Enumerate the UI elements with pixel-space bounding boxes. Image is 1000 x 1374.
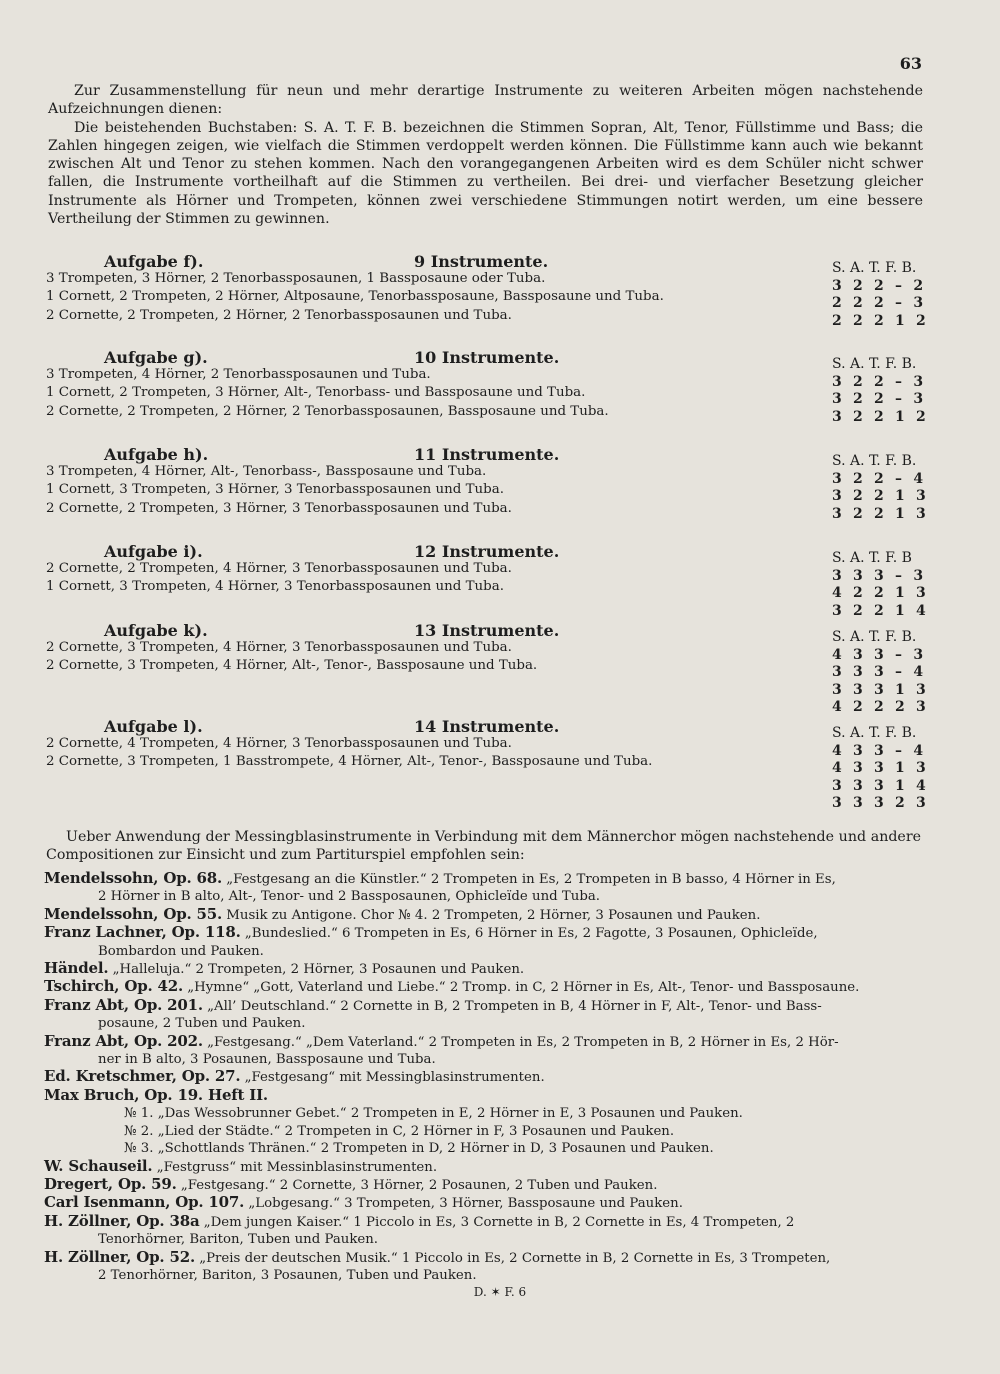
- task-line: 3 Trompeten, 4 Hörner, 2 Tenorbassposaunen und Tuba.: [46, 367, 431, 382]
- composition-details-continued: Tenorhörner, Bariton, Tuben und Pauken.: [98, 1232, 379, 1248]
- voice-table: [832, 451, 932, 523]
- composer: Franz Lachner, Op. 118.: [44, 923, 241, 942]
- composition-details: № 2. „Lied der Städte.“ 2 Trompeten in C, 2 Hörner in F, 3 Posaunen und Pauken.: [124, 1123, 675, 1139]
- composition-details: „Lobgesang.“ 3 Trompeten, 3 Hörner, Bassposaune und Pauken.: [248, 1196, 683, 1212]
- composition-details: „Festgesang an die Künstler.“ 2 Trompeten in Es, 2 Trompeten in B basso, 4 Hörner in Es,: [226, 872, 836, 887]
- task-label: Aufgabe h).: [104, 445, 209, 464]
- composition-entry: [44, 924, 924, 960]
- voice-table: [832, 627, 932, 717]
- task-label: Aufgabe g).: [104, 348, 208, 367]
- voice-table: [832, 258, 932, 330]
- task-instrument-count: 10 Instrumente.: [414, 348, 560, 367]
- voice-table: [832, 723, 932, 813]
- compositions-intro-text: Ueber Anwendung der Messingblasinstrumente in Verbindung mit dem Männerchor mögen nachstehende und andere Compositionen zur Einsicht und zum Partiturspiel empfohlen sein:: [46, 829, 921, 864]
- voice-values: 3 2 2 1 4: [832, 602, 930, 619]
- task-instrument-count: 13 Instrumente.: [414, 621, 560, 640]
- composition-details-continued: Bombardon und Pauken.: [98, 943, 264, 959]
- task-line: 1 Cornett, 2 Trompeten, 3 Hörner, Alt-, Tenorbass- und Bassposaune und Tuba.: [46, 385, 586, 401]
- composition-entry: [44, 906, 924, 924]
- composition-entry: [44, 997, 924, 1033]
- composer: H. Zöllner, Op. 52.: [44, 1247, 195, 1266]
- task-line: 2 Cornette, 2 Trompeten, 2 Hörner, 2 Tenorbassposaunen und Tuba.: [46, 307, 512, 323]
- voice-header: S. A. T. F. B.: [832, 260, 917, 276]
- task-label: Aufgabe f).: [104, 252, 204, 271]
- task-f: [46, 252, 930, 329]
- composition-details-continued: ner in B alto, 3 Posaunen, Bassposaune und Tuba.: [98, 1052, 436, 1068]
- composer: H. Zöllner, Op. 38a: [44, 1211, 200, 1230]
- footer-signature: D. ✶ F. 6: [473, 1285, 527, 1299]
- voice-header: S. A. T. F. B.: [832, 356, 917, 372]
- composition-details: „Festgruss“ mit Messinblasinstrumenten.: [156, 1159, 438, 1175]
- voice-table: [832, 354, 932, 426]
- composer: Ed. Kretschmer, Op. 27.: [44, 1067, 241, 1086]
- composer: Max Bruch, Op. 19. Heft II.: [44, 1085, 268, 1104]
- composition-details-continued: 2 Tenorhörner, Bariton, 3 Posaunen, Tuben und Pauken.: [98, 1267, 477, 1283]
- composition-entry: [44, 960, 924, 978]
- voice-values: 3 2 2 – 3: [832, 391, 927, 408]
- voice-table: [832, 548, 932, 620]
- voice-values: 4 3 3 – 4: [832, 743, 927, 759]
- task-line: 1 Cornett, 3 Trompeten, 3 Hörner, 3 Tenorbassposaunen und Tuba.: [46, 482, 504, 498]
- composition-details-continued: 2 Hörner in B alto, Alt-, Tenor- und 2 Bassposaunen, Ophicleïde und Tuba.: [98, 889, 600, 905]
- composition-entry: [44, 1194, 924, 1212]
- voice-values: 3 3 3 1 3: [832, 681, 930, 698]
- composition-sub-entry: [44, 1105, 924, 1122]
- task-line: 1 Cornett, 3 Trompeten, 4 Hörner, 3 Tenorbassposaunen und Tuba.: [46, 579, 504, 595]
- task-line: 2 Cornette, 3 Trompeten, 1 Basstrompete, 4 Hörner, Alt-, Tenor-, Bassposaune und Tuba.: [46, 754, 653, 770]
- task-line: 2 Cornette, 2 Trompeten, 4 Hörner, 3 Tenorbassposaunen und Tuba.: [46, 561, 512, 576]
- composition-details: № 1. „Das Wessobrunner Gebet.“ 2 Trompeten in E, 2 Hörner in E, 3 Posaunen und Pauken.: [124, 1106, 743, 1122]
- voice-header: S. A. T. F. B.: [832, 725, 917, 741]
- task-line: 2 Cornette, 2 Trompeten, 3 Hörner, 3 Tenorbassposaunen und Tuba.: [46, 500, 512, 516]
- task-instrument-count: 14 Instrumente.: [414, 717, 560, 736]
- voice-values: 3 3 3 2 3: [832, 795, 930, 812]
- composition-details: № 3. „Schottlands Thränen.“ 2 Trompeten in D, 2 Hörner in D, 3 Posaunen und Pauken.: [124, 1141, 714, 1157]
- voice-values: 2 2 2 – 3: [832, 295, 927, 312]
- composition-details: „Dem jungen Kaiser.“ 1 Piccolo in Es, 3 Cornette in B, 2 Cornette in Es, 4 Trompeten, 2: [203, 1214, 795, 1230]
- composition-sub-entry: [44, 1123, 924, 1140]
- voice-values: 3 3 3 – 3: [832, 568, 927, 584]
- task-label: Aufgabe k).: [104, 621, 208, 640]
- composition-entry: [44, 1176, 924, 1194]
- intro-text: [48, 82, 923, 228]
- composition-entry: [44, 870, 924, 906]
- task-instrument-count: 11 Instrumente.: [414, 445, 560, 464]
- composer: Dregert, Op. 59.: [44, 1174, 177, 1193]
- voice-header: S. A. T. F. B.: [832, 629, 917, 645]
- voice-values: 4 3 3 1 3: [832, 760, 930, 777]
- voice-values: 3 2 2 1 3: [832, 505, 930, 522]
- composition-details: „Festgesang.“ „Dem Vaterland.“ 2 Trompeten in Es, 2 Trompeten in B, 2 Hörner in Es, 2 Hör-: [207, 1034, 839, 1050]
- task-instrument-count: 12 Instrumente.: [414, 542, 560, 561]
- intro-paragraph-2: Die beistehenden Buchstaben: S. A. T. F. B. bezeichnen die Stimmen Sopran, Alt, Tenor, Füllstimme und Bass; die Zahlen hingegen zeigen, wie vielfach die Stimmen verdoppelt werden können. Die Füllstimme kann auch wie bekannt zwischen Alt und Tenor zu stehen kommen. Nach den vorangegangenen Arbeiten wird es dem Schüler nicht schwer fallen, die Instrumente vortheilhaft auf die Stimmen zu vertheilen. Bei drei- und vierfacher Besetzung gleicher Instrumente als Hörner und Trompeten, können zwei verschiedene Stimmungen notirt werden, um eine bessere Vertheilung der Stimmen zu gewinnen.: [48, 119, 923, 228]
- composition-entry: [44, 1213, 924, 1249]
- task-l: [46, 717, 930, 812]
- voice-header: S. A. T. F. B: [832, 550, 912, 566]
- composition-details: „Halleluja.“ 2 Trompeten, 2 Hörner, 3 Posaunen und Pauken.: [112, 962, 525, 978]
- composer: Carl Isenmann, Op. 107.: [44, 1193, 245, 1212]
- voice-values: 3 2 2 – 3: [832, 374, 927, 390]
- task-line: 2 Cornette, 3 Trompeten, 4 Hörner, 3 Tenorbassposaunen und Tuba.: [46, 640, 512, 655]
- composition-sub-entry: [44, 1140, 924, 1157]
- task-line: 2 Cornette, 4 Trompeten, 4 Hörner, 3 Tenorbassposaunen und Tuba.: [46, 736, 512, 751]
- page-number: 63: [899, 54, 922, 73]
- task-k: [46, 621, 930, 716]
- composition-entry: [44, 1033, 924, 1069]
- composer: Franz Abt, Op. 202.: [44, 1031, 203, 1050]
- composition-entry: [44, 1068, 924, 1086]
- composer: Mendelssohn, Op. 68.: [44, 869, 223, 887]
- composition-details: „Hymne“ „Gott, Vaterland und Liebe.“ 2 Tromp. in C, 2 Hörner in Es, Alt-, Tenor- und Bassposaune.: [187, 980, 860, 996]
- intro-paragraph-1: Zur Zusammenstellung für neun und mehr derartige Instrumente zu weiteren Arbeiten mögen nachstehende Aufzeichnungen dienen:: [48, 83, 923, 118]
- task-line: 3 Trompeten, 3 Hörner, 2 Tenorbassposaunen, 1 Bassposaune oder Tuba.: [46, 271, 546, 286]
- compositions-list: [44, 870, 924, 1284]
- voice-values: 3 2 2 – 4: [832, 471, 927, 487]
- task-line: 3 Trompeten, 4 Hörner, Alt-, Tenorbass-, Bassposaune und Tuba.: [46, 464, 487, 479]
- voice-header: S. A. T. F. B.: [832, 453, 917, 469]
- task-instrument-count: 9 Instrumente.: [414, 252, 549, 271]
- composition-details: „Festgesang“ mit Messingblasinstrumenten.: [244, 1070, 545, 1086]
- composition-entry: [44, 1249, 924, 1285]
- task-label: Aufgabe i).: [104, 542, 203, 561]
- composer: Mendelssohn, Op. 55.: [44, 904, 223, 923]
- composition-entry: [44, 1158, 924, 1176]
- voice-values: 3 2 2 1 3: [832, 488, 930, 505]
- composer: Franz Abt, Op. 201.: [44, 995, 203, 1014]
- composition-entry: [44, 978, 924, 996]
- voice-values: 2 2 2 1 2: [832, 312, 930, 329]
- composer: Tschirch, Op. 42.: [44, 977, 184, 996]
- voice-values: 3 2 2 – 2: [832, 278, 927, 294]
- voice-values: 4 2 2 2 3: [832, 699, 930, 716]
- composition-details: „All’ Deutschland.“ 2 Cornette in B, 2 Trompeten in B, 4 Hörner in F, Alt-, Tenor- und Bass-: [207, 998, 822, 1014]
- task-g: [46, 348, 930, 425]
- voice-values: 3 2 2 1 2: [832, 408, 930, 425]
- compositions-intro: [46, 828, 921, 864]
- task-i: [46, 542, 930, 619]
- composition-details-continued: posaune, 2 Tuben und Pauken.: [98, 1016, 306, 1032]
- composer: W. Schauseil.: [44, 1156, 153, 1175]
- composition-details: „Preis der deutschen Musik.“ 1 Piccolo in Es, 2 Cornette in B, 2 Cornette in Es, 3 Trompeten,: [199, 1250, 831, 1266]
- voice-values: 3 3 3 – 4: [832, 664, 927, 681]
- composition-details: „Festgesang.“ 2 Cornette, 3 Hörner, 2 Posaunen, 2 Tuben und Pauken.: [180, 1177, 658, 1193]
- task-label: Aufgabe l).: [104, 717, 203, 736]
- task-line: 2 Cornette, 3 Trompeten, 4 Hörner, Alt-, Tenor-, Bassposaune und Tuba.: [46, 658, 538, 674]
- task-line: 2 Cornette, 2 Trompeten, 2 Hörner, 2 Tenorbassposaunen, Bassposaune und Tuba.: [46, 403, 609, 419]
- composition-details: Musik zu Antigone. Chor № 4. 2 Trompeten, 2 Hörner, 3 Posaunen und Pauken.: [226, 907, 761, 923]
- task-h: [46, 445, 930, 522]
- task-line: 1 Cornett, 2 Trompeten, 2 Hörner, Altposaune, Tenorbassposaune, Bassposaune und Tuba.: [46, 289, 664, 305]
- composer: Händel.: [44, 959, 109, 978]
- voice-values: 3 3 3 1 4: [832, 777, 930, 794]
- voice-values: 4 2 2 1 3: [832, 585, 930, 602]
- voice-values: 4 3 3 – 3: [832, 647, 927, 663]
- composition-details: „Bundeslied.“ 6 Trompeten in Es, 6 Hörner in Es, 2 Fagotte, 3 Posaunen, Ophicleïde,: [244, 926, 818, 942]
- composition-entry: [44, 1087, 924, 1105]
